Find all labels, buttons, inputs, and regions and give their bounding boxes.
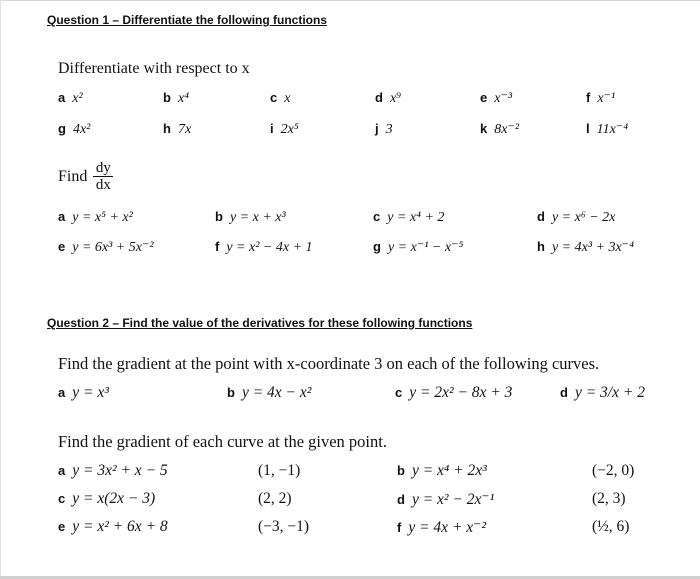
part-label: e	[58, 239, 66, 254]
q1-find-f	[215, 238, 313, 256]
part-label: j	[375, 121, 379, 136]
part-expression: x	[284, 91, 291, 106]
part-label: d	[375, 90, 383, 105]
part-expression: x⁴	[177, 91, 190, 106]
part-expression: 3	[385, 122, 393, 137]
q1-part-g	[58, 120, 90, 138]
q2-curve-b	[227, 384, 311, 402]
part-expression: y = 2x² − 8x + 3	[409, 384, 513, 401]
q1-find-d	[537, 208, 615, 226]
q1-part-d	[375, 89, 401, 107]
q1-find-b	[215, 208, 286, 226]
part-label: e	[480, 90, 488, 105]
part-label: g	[373, 239, 381, 254]
part-label: f	[586, 90, 591, 105]
find-label: Find	[58, 167, 88, 185]
q1-part-l	[586, 120, 628, 138]
part-label: e	[58, 519, 66, 534]
part-label: a	[58, 463, 66, 478]
part-expression: y = x⁴ + 2	[387, 210, 445, 225]
part-label: c	[395, 385, 403, 400]
part-label: f	[215, 239, 220, 254]
part-expression: 7x	[177, 122, 192, 137]
part-label: h	[537, 239, 545, 254]
page-border-top	[0, 0, 700, 1]
part-label: b	[397, 463, 405, 478]
q1-part-k	[480, 120, 519, 138]
dydx-fraction	[93, 160, 113, 193]
q2-point-d-coords: (2, 3)	[592, 490, 626, 507]
q2-curve-d	[560, 384, 645, 402]
part-label: d	[560, 385, 568, 400]
part-expression: x⁻³	[494, 91, 513, 106]
q2-instruction-2: Find the gradient of each curve at the given point.	[58, 432, 387, 451]
part-label: b	[215, 209, 223, 224]
q1-part-j	[375, 120, 393, 138]
part-label: c	[58, 491, 66, 506]
q1-find-e	[58, 238, 154, 256]
dydx-denominator: dx	[95, 177, 111, 193]
part-label: h	[163, 121, 171, 136]
q2-point-c	[58, 490, 155, 508]
part-label: l	[586, 121, 590, 136]
part-expression: 4x²	[72, 122, 91, 137]
q1-part-f	[586, 89, 615, 107]
q2-instruction-1: Find the gradient at the point with x-coordinate 3 on each of the following curves.	[58, 354, 600, 373]
q1-part-b	[163, 89, 189, 107]
part-expression: y = x(2x − 3)	[72, 490, 156, 507]
part-expression: x²	[72, 91, 83, 106]
q1-find-h	[537, 238, 634, 256]
part-label: a	[58, 90, 66, 105]
q1-find-a	[58, 208, 133, 226]
part-expression: 8x⁻²	[494, 122, 520, 137]
q2-point-f	[397, 518, 486, 537]
part-expression: 2x⁵	[280, 122, 299, 137]
q1-find-dydx	[58, 160, 113, 193]
part-expression: y = x⁻¹ − x⁻⁵	[387, 240, 464, 255]
part-label: b	[227, 385, 235, 400]
part-expression: y = x² − 4x + 1	[226, 240, 313, 255]
part-label: b	[163, 90, 171, 105]
q1-find-c	[373, 208, 444, 226]
q2-point-d	[397, 490, 494, 509]
q2-point-e	[58, 518, 168, 536]
part-expression: y = x⁶ − 2x	[551, 210, 616, 225]
part-expression: y = x⁴ + 2x³	[411, 462, 487, 479]
part-expression: y = 4x + x⁻²	[408, 519, 486, 536]
part-label: c	[373, 209, 381, 224]
part-expression: y = x³	[72, 384, 109, 401]
q2-point-b	[397, 462, 487, 480]
q2-point-b-coords: (−2, 0)	[592, 462, 635, 479]
part-expression: y = x + x³	[229, 210, 286, 225]
part-expression: x⁹	[389, 91, 402, 106]
part-expression: y = 3/x + 2	[574, 384, 645, 401]
part-expression: y = x² − 2x⁻¹	[411, 491, 495, 508]
q1-part-i	[270, 120, 299, 138]
part-label: a	[58, 209, 66, 224]
q1-part-a	[58, 89, 83, 107]
part-label: d	[537, 209, 545, 224]
part-expression: x⁻¹	[597, 91, 616, 106]
part-label: a	[58, 385, 66, 400]
part-label: i	[270, 121, 274, 136]
part-label: c	[270, 90, 278, 105]
question-1-heading: Question 1 – Differentiate the following functions	[47, 13, 328, 27]
part-expression: y = 6x³ + 5x⁻²	[72, 240, 154, 255]
part-label: g	[58, 121, 66, 136]
part-expression: y = 4x³ + 3x⁻⁴	[551, 240, 634, 255]
part-label: d	[397, 492, 405, 507]
q1-instruction: Differentiate with respect to x	[58, 60, 250, 77]
q2-point-a	[58, 462, 168, 480]
question-2-heading: Question 2 – Find the value of the derivatives for these following functions	[47, 316, 473, 330]
part-label: f	[397, 520, 402, 535]
part-expression: y = x² + 6x + 8	[72, 518, 168, 535]
part-expression: y = 4x − x²	[241, 384, 312, 401]
q2-curve-a	[58, 384, 109, 402]
q1-part-h	[163, 120, 191, 138]
q1-part-e	[480, 89, 512, 107]
part-expression: 11x⁻⁴	[596, 122, 629, 137]
q2-point-a-coords: (1, −1)	[258, 462, 301, 479]
q1-find-g	[373, 238, 463, 256]
part-label: k	[480, 121, 488, 136]
q2-point-f-coords: (½, 6)	[592, 518, 630, 535]
page-border-left	[0, 0, 1, 579]
part-expression: y = x⁵ + x²	[72, 210, 133, 225]
dydx-numerator: dy	[95, 160, 111, 176]
q2-point-c-coords: (2, 2)	[258, 490, 292, 507]
q2-point-e-coords: (−3, −1)	[258, 518, 310, 535]
q1-part-c	[270, 89, 290, 107]
q2-curve-c	[395, 384, 512, 402]
part-expression: y = 3x² + x − 5	[72, 462, 168, 479]
